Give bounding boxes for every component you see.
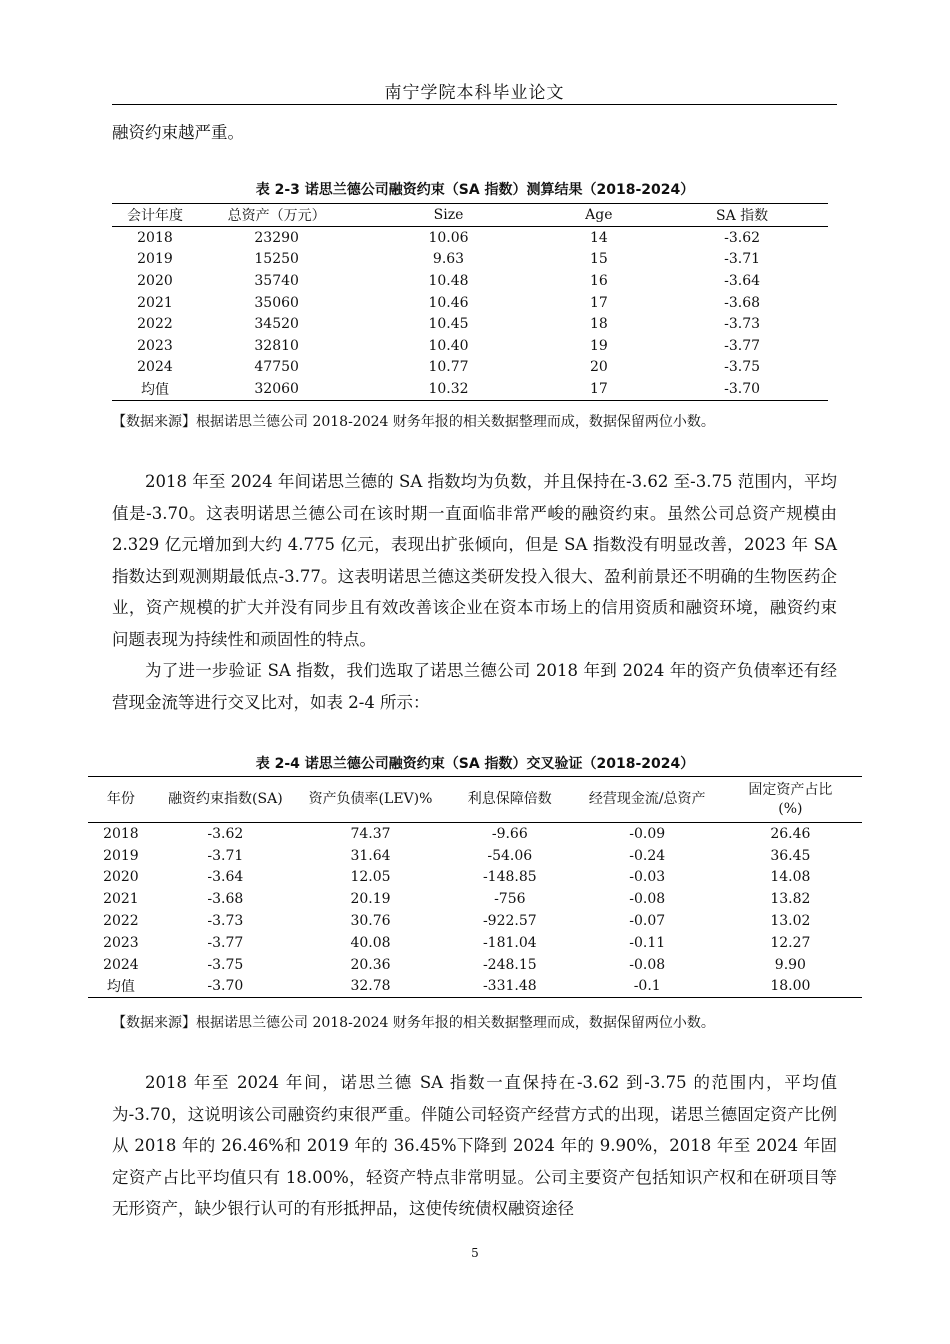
table2-cell: -0.09 [629,825,666,842]
table-row [88,823,862,845]
table-row [88,845,862,867]
table-row [88,888,862,910]
table1-header-row [112,204,828,227]
table1-cell: -3.75 [724,359,761,376]
table2-cell: -0.24 [629,847,666,864]
body-paragraph-2: 为了进一步验证 SA 指数，我们选取了诺思兰德公司 2018 年到 2024 年的资产负债率还有经营现金流等进行交叉比对，如表 2-4 所示： [112,661,837,712]
table1-cell: -3.68 [724,294,761,311]
table1-cell: -3.73 [724,316,761,333]
table-row [112,378,828,400]
header-rule [112,104,837,105]
table1-cell: 2019 [137,251,173,268]
table2-cell: -0.03 [629,869,666,886]
table1-cell: 32810 [254,337,299,354]
table1-col-size: Size [355,204,541,227]
table2-cell: -9.66 [491,825,528,842]
table2-cell: -3.64 [207,869,244,886]
table1-cell: -3.64 [724,272,761,289]
table1-sa-index [112,203,828,401]
table2-cell: 2019 [103,847,139,864]
table2-cell: -756 [494,891,526,908]
table1-cell: 10.40 [428,337,469,354]
body-paragraph-3: 2018 年至 2024 年间，诺思兰德 SA 指数一直保持在-3.62 到-3.75 的范围内，平均值为-3.70，这说明该公司融资约束很严重。伴随公司轻资产经营方式的出现，诺思兰德固定资产比例从 2018 年的 26.46%和 2019 年的 36.45%下降到 2024 年的 9.90%，2018 年至 2024 年固定资产占比平均值只有 18.00%，轻资产特点非常明显。公司主要资产包括知识产权和在研项目等无形资产，缺少银行认可的有形抵押品，这使传统债权融资途径 [112,1073,837,1218]
table1-cell: 32060 [254,380,299,397]
table-row [112,357,828,379]
table2-cell: -0.1 [633,978,661,995]
table2-cell: 36.45 [770,847,811,864]
table2-col-fixed-asset-ratio: 固定资产占比 (%) [719,777,862,823]
table1-cell: 10.77 [428,359,469,376]
table2-cell: 74.37 [350,825,391,842]
table2-cell: 32.78 [350,978,391,995]
table1-cell: 17 [589,380,608,397]
table1-col-age: Age [542,204,657,227]
table2-cell: 2024 [103,956,139,973]
table-row [112,249,828,271]
table1-cell: -3.77 [724,337,761,354]
table2-cell: -3.75 [207,956,244,973]
table2-cell: -0.08 [629,891,666,908]
table-row [112,292,828,314]
table2-col-sa: 融资约束指数(SA) [154,777,297,823]
table-row [88,954,862,976]
table1-cell: 10.45 [428,316,469,333]
table2-cell: 均值 [106,979,135,996]
table2-source-note: 【数据来源】根据诺思兰德公司 2018-2024 财务年报的相关数据整理而成，数据保留两位小数。 [112,1015,715,1031]
table2-cell: -0.07 [629,913,666,930]
table2-cell: -3.77 [207,934,244,951]
table2-cell: 2023 [103,934,139,951]
table2-cell: 12.05 [350,869,391,886]
table1-cell: 18 [589,316,608,333]
table-row [112,313,828,335]
table1-cell: 10.46 [428,294,469,311]
intro-line: 融资约束越严重。 [112,123,244,142]
table1-col-assets: 总资产（万元） [198,204,356,227]
table1-cell: 2018 [137,229,173,246]
table2-cell: 2022 [103,913,139,930]
table1-cell: 14 [589,229,608,246]
table1-cell: 2021 [137,294,173,311]
table2-cell: -3.62 [207,825,244,842]
table2-cell: -3.71 [207,847,244,864]
table2-cell: -248.15 [482,956,537,973]
table1-cell: -3.70 [724,380,761,397]
table2-cell: 31.64 [350,847,391,864]
table1-source-note: 【数据来源】根据诺思兰德公司 2018-2024 财务年报的相关数据整理而成，数据保留两位小数。 [112,414,715,430]
table1-cell: 2022 [137,316,173,333]
table2-cell: 18.00 [770,978,811,995]
table2-cell: -331.48 [482,978,537,995]
table2-col-year: 年份 [88,777,154,823]
table-row [112,335,828,357]
table1-cell: 35060 [254,294,299,311]
table1-cell: 23290 [254,229,299,246]
table1-cell: -3.71 [724,251,761,268]
table1-cell: 15 [589,251,608,268]
table1-cell: 10.32 [428,380,469,397]
table1-cell: 2020 [137,272,173,289]
table2-cell: -922.57 [482,913,537,930]
table1-cell: 47750 [254,359,299,376]
table2-header-row [88,777,862,823]
table1-cell: 9.63 [432,251,465,268]
table-row [88,976,862,998]
table1-cell: -3.62 [724,229,761,246]
table-row [88,910,862,932]
table2-cell: 13.02 [770,913,811,930]
table2-cell: 20.36 [350,956,391,973]
table1-caption: 表 2-3 诺思兰德公司融资约束（SA 指数）测算结果（2018-2024） [255,182,695,198]
table1-cell: 均值 [140,381,169,398]
table1-col-year: 会计年度 [112,204,198,227]
table2-cell: 2020 [103,869,139,886]
running-header: 南宁学院本科毕业论文 [384,83,565,103]
page-number: 5 [471,1246,479,1260]
table1-cell: 20 [589,359,608,376]
table2-cell: 12.27 [770,934,811,951]
table-row [112,227,828,249]
table2-cross-validation [88,776,862,998]
table2-cell: 14.08 [770,869,811,886]
table1-cell: 16 [589,272,608,289]
body-paragraph-1: 2018 年至 2024 年间诺思兰德的 SA 指数均为负数，并且保持在-3.62 至-3.75 范围内，平均值是-3.70。这表明诺思兰德公司在该时期一直面临非常严峻的融资约束。虽然公司总资产规模由 2.329 亿元增加到大约 4.775 亿元，表现出扩张倾向，但是 SA 指数没有明显改善，2023 年 SA 指数达到观测期最低点-3.77。这表明诺思兰德这类研发投入很大、盈利前景还不明确的生物医药企业，资产规模的扩大并没有同步且有效改善该企业在资本市场上的信用资质和融资环境，融资约束问题表现为持续性和顽固性的特点。 [112,472,837,649]
table1-cell: 15250 [254,251,299,268]
table1-cell: 10.06 [428,229,469,246]
table1-cell: 17 [589,294,608,311]
table1-cell: 2024 [137,359,173,376]
table2-cell: 40.08 [350,934,391,951]
table1-cell: 19 [589,337,608,354]
table-row [88,932,862,954]
table2-cell: 30.76 [350,913,391,930]
table2-cell: 13.82 [770,891,811,908]
table2-cell: -54.06 [487,847,533,864]
table1-cell: 2023 [137,337,173,354]
table1-cell: 34520 [254,316,299,333]
table2-cell: -3.73 [207,913,244,930]
table2-cell: 2018 [103,825,139,842]
table2-cell: -3.68 [207,891,244,908]
table1-cell: 10.48 [428,272,469,289]
table-row [88,867,862,889]
table2-cell: -3.70 [207,978,244,995]
table2-cell: -181.04 [482,934,537,951]
table2-cell: 9.90 [774,956,806,973]
table2-cell: -0.11 [629,934,666,951]
table2-cell: -148.85 [482,869,537,886]
table2-col-lev: 资产负债率(LEV)% [297,777,444,823]
table2-col-cashflow-ratio: 经营现金流/总资产 [576,777,719,823]
table2-cell: -0.08 [629,956,666,973]
table2-caption: 表 2-4 诺思兰德公司融资约束（SA 指数）交叉验证（2018-2024） [255,756,695,772]
table1-col-sa: SA 指数 [656,204,828,227]
table2-cell: 20.19 [350,891,391,908]
table2-col-interest-coverage: 利息保障倍数 [444,777,576,823]
table-row [112,270,828,292]
table2-cell: 26.46 [770,825,811,842]
table1-cell: 35740 [254,272,299,289]
table2-cell: 2021 [103,891,139,908]
